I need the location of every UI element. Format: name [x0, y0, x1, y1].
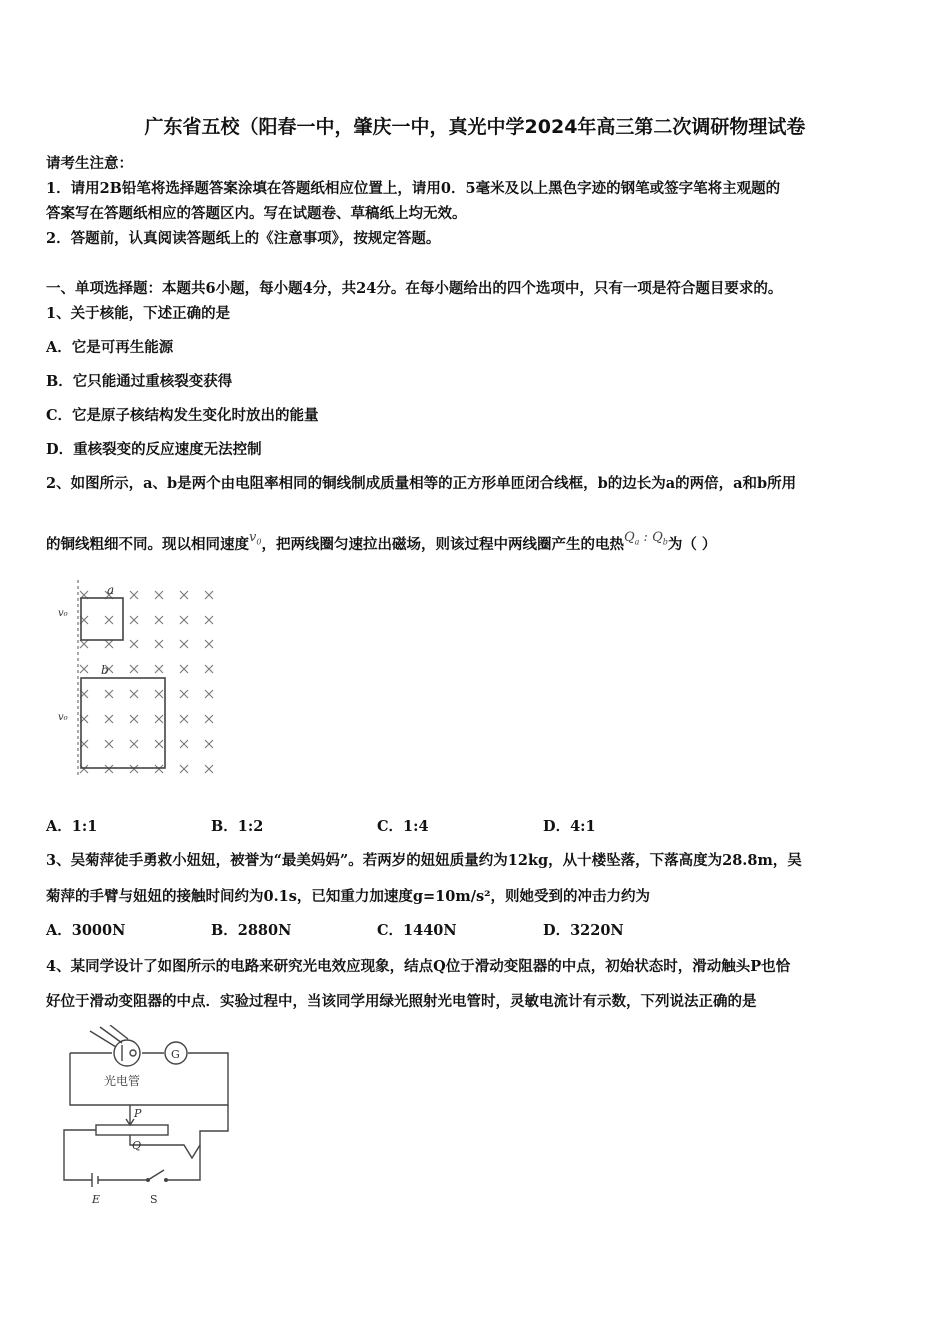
q1-option-c: C．它是原子核结构发生变化时放出的能量	[46, 407, 319, 424]
coil-b	[81, 678, 165, 768]
field-cross	[205, 765, 213, 773]
field-cross	[130, 715, 138, 723]
field-cross	[105, 715, 113, 723]
field-cross	[155, 765, 163, 773]
wire-bottom-left	[64, 1130, 96, 1180]
field-cross	[180, 591, 188, 599]
notice-line-2: 2．答题前，认真阅读答题纸上的《注意事项》，按规定答题。	[46, 230, 441, 247]
q2-option-b: B．1:2	[211, 818, 264, 835]
section-heading: 一、单项选择题：本题共6小题，每小题4分，共24分。在每小题给出的四个选项中，只有一项是符合题目要求的。	[46, 280, 783, 297]
q3-stem-line2: 菊萍的手臂与妞妞的接触时间约为0.1s，已知重力加速度g=10m/s²，则她受到的冲击力约为	[46, 888, 651, 905]
notice-line-1a: 1．请用2B铅笔将选择题答案涂填在答题纸相应位置上，请用0．5毫米及以上黑色字迹的钢笔或签字笔将主观题的	[46, 180, 781, 197]
q4-circuit-figure	[60, 1025, 245, 1210]
field-cross	[105, 740, 113, 748]
notice-heading: 请考生注意：	[46, 155, 133, 172]
field-cross	[155, 591, 163, 599]
q4-stem-line2: 好位于滑动变阻器的中点．实验过程中，当该同学用绿光照射光电管时，灵敏电流计有示数，下列说法正确的是	[46, 993, 757, 1010]
q1-option-d: D．重核裂变的反应速度无法控制	[46, 441, 262, 458]
field-cross	[180, 765, 188, 773]
field-cross	[130, 640, 138, 648]
field-cross	[105, 640, 113, 648]
label-a: a	[107, 583, 115, 597]
wire-q-node	[130, 1105, 228, 1158]
q2-magnetic-field-figure	[52, 578, 227, 783]
label-b: b	[101, 663, 109, 677]
q2-stem-part-b: ，把两线圈匀速拉出磁场，则该过程中两线圈产生的电热	[261, 536, 624, 553]
field-cross	[205, 690, 213, 698]
q3-option-a: A．3000N	[46, 922, 126, 939]
field-cross	[130, 616, 138, 624]
q3-option-b: B．2880N	[211, 922, 292, 939]
rheostat-icon	[96, 1125, 168, 1135]
q2-stem-part-a: 的铜线粗细不同。现以相同速度	[46, 536, 249, 553]
field-cross	[205, 640, 213, 648]
field-cross	[180, 640, 188, 648]
field-cross	[80, 640, 88, 648]
label-s: S	[150, 1193, 158, 1206]
field-cross	[205, 715, 213, 723]
q2-option-c: C．1:4	[377, 818, 429, 835]
field-cross	[130, 665, 138, 673]
field-cross	[80, 665, 88, 673]
switch-icon	[148, 1170, 164, 1180]
notice-line-1b: 答案写在答题纸相应的答题区内。写在试题卷、草稿纸上均无效。	[46, 205, 467, 222]
label-v0-a: v₀	[58, 608, 68, 619]
field-cross	[155, 740, 163, 748]
label-q: Q	[132, 1139, 142, 1152]
q3-stem-line1: 3、吴菊萍徒手勇救小妞妞，被誉为“最美妈妈”。若两岁的妞妞质量约为12kg，从十楼坠落，下落高度为28.8m，吴	[46, 852, 802, 869]
q2-option-d: D．4:1	[543, 818, 596, 835]
wire-top-right	[70, 1053, 228, 1105]
q2-stem-part-c: 为（ ）	[667, 536, 717, 553]
field-cross	[180, 665, 188, 673]
q2-stem-line1: 2、如图所示，a、b是两个由电阻率相同的铜线制成质量相等的正方形单匝闭合线框，b的边长为a的两倍，a和b所用	[46, 475, 797, 492]
wire-bottom-right	[166, 1145, 200, 1180]
light-ray-2	[100, 1027, 122, 1043]
field-cross	[155, 690, 163, 698]
v0-symbol: $v_0$	[249, 530, 262, 547]
field-cross	[105, 616, 113, 624]
field-cross	[180, 690, 188, 698]
q1-option-a: A．它是可再生能源	[46, 339, 174, 356]
page-title: 广东省五校（阳春一中，肇庆一中，真光中学2024年高三第二次调研物理试卷	[144, 116, 806, 138]
field-cross	[105, 690, 113, 698]
field-cross	[205, 740, 213, 748]
field-cross	[155, 665, 163, 673]
q1-option-b: B．它只能通过重核裂变获得	[46, 373, 233, 390]
field-cross	[205, 665, 213, 673]
field-cross	[130, 740, 138, 748]
field-cross	[205, 591, 213, 599]
field-cross	[130, 765, 138, 773]
field-cross	[180, 715, 188, 723]
field-cross	[180, 740, 188, 748]
field-cross	[180, 616, 188, 624]
label-g: G	[171, 1048, 180, 1061]
heat-ratio-symbol: $Q_a$ : $Q_b$	[623, 530, 668, 547]
q3-option-c: C．1440N	[377, 922, 457, 939]
light-ray-1	[90, 1031, 116, 1047]
magnetic-field-crosses	[80, 591, 213, 773]
field-cross	[105, 765, 113, 773]
coil-a	[81, 598, 123, 640]
label-phototube: 光电管	[104, 1074, 141, 1088]
field-cross	[155, 640, 163, 648]
q2-option-a: A．1:1	[46, 818, 98, 835]
field-cross	[130, 690, 138, 698]
q3-option-d: D．3220N	[543, 922, 624, 939]
field-cross	[205, 616, 213, 624]
q1-stem: 1、关于核能，下述正确的是	[46, 305, 231, 322]
label-e: E	[92, 1193, 101, 1206]
label-p: P	[134, 1107, 142, 1120]
label-v0-b: v₀	[58, 712, 68, 723]
field-cross	[130, 591, 138, 599]
field-cross	[155, 715, 163, 723]
q4-stem-line1: 4、某同学设计了如图所示的电路来研究光电效应现象，结点Q位于滑动变阻器的中点，初始状态时，滑动触头P也恰	[46, 958, 791, 975]
field-cross	[155, 616, 163, 624]
q2-stem-line2	[46, 530, 717, 555]
